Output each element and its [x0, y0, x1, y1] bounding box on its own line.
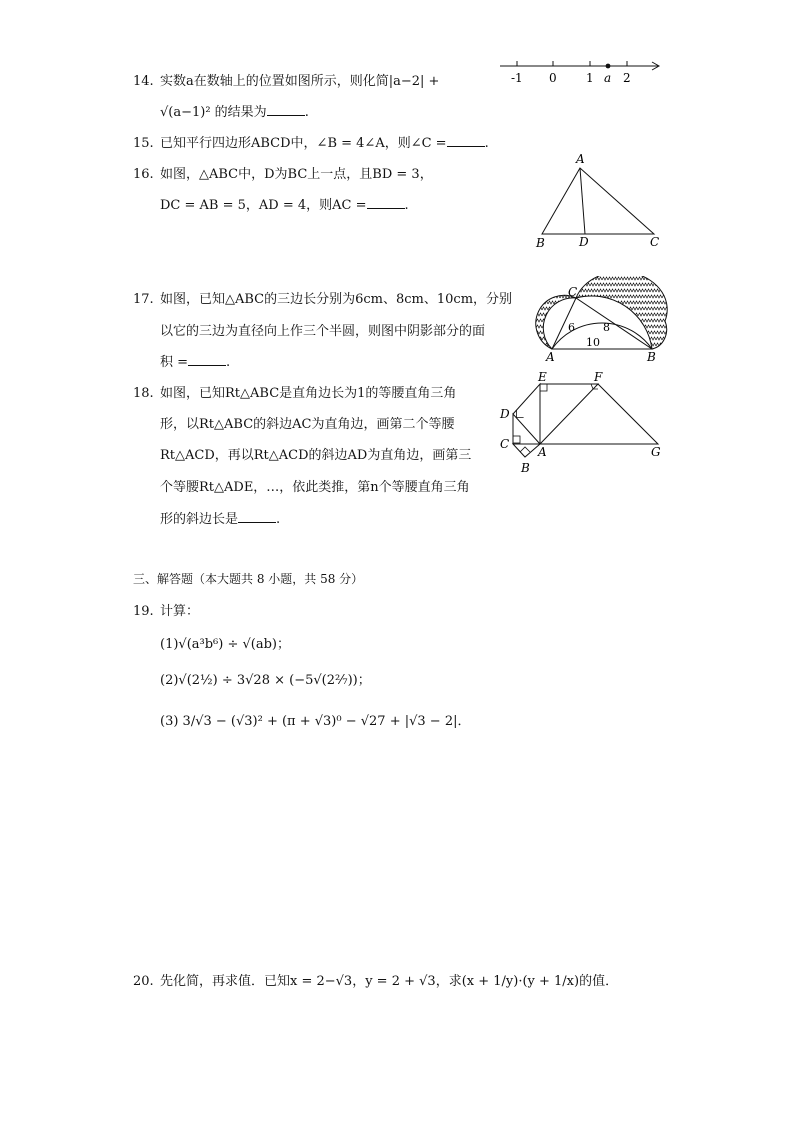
question-19-part1: (1)√(a³b⁶) ÷ √(ab)；: [160, 637, 290, 652]
question-18: 18. 如图，已知Rt△ABC是直角边长为1的等腰直角三角: [133, 386, 457, 401]
svg-text:A: A: [546, 350, 555, 364]
question-number: 20.: [133, 974, 154, 989]
question-text: 实数a在数轴上的位置如图所示，则化简|a−2| +: [160, 74, 440, 89]
svg-text:E: E: [538, 370, 547, 384]
svg-text:F: F: [594, 370, 603, 384]
question-number: 18.: [133, 386, 154, 401]
answer-blank[interactable]: [188, 354, 226, 366]
question-17: 17. 如图，已知△ABC的三边长分别为6cm、8cm、10cm，分别: [133, 292, 513, 307]
tick-label: -1: [511, 71, 523, 85]
question-19-part3: (3) 3/√3 − (√3)² + (π + √3)⁰ − √27 + |√3 − 2|．: [160, 714, 471, 729]
question-14-line2: √(a−1)² 的结果为 .: [160, 105, 309, 120]
tick-label: 1: [586, 71, 594, 85]
tick-label: 0: [549, 71, 557, 85]
svg-text:A: A: [576, 152, 585, 166]
question-18-line4: 个等腰Rt△ADE，…，依此类推，第n个等腰直角三角: [160, 480, 470, 495]
svg-text:D: D: [579, 235, 589, 249]
question-18-line2: 形，以Rt△ABC的斜边AC为直角边，画第二个等腰: [160, 417, 455, 432]
question-19: 19. 计算：: [133, 604, 200, 619]
isosceles-right-triangles-figure: [495, 368, 667, 478]
svg-text:B: B: [521, 461, 530, 475]
question-number: 14.: [133, 74, 154, 89]
question-18-line3: Rt△ACD，再以Rt△ACD的斜边AD为直角边，画第三: [160, 448, 472, 463]
tick-label: a: [604, 71, 612, 85]
answer-blank[interactable]: [267, 104, 305, 116]
question-14: [133, 70, 439, 89]
tick-label: 2: [623, 71, 631, 85]
svg-text:B: B: [647, 350, 656, 364]
svg-text:6: 6: [568, 321, 575, 334]
question-16: 16. 如图，△ABC中，D为BC上一点，且BD = 3，: [133, 167, 433, 182]
svg-text:8: 8: [603, 321, 610, 334]
section-heading: 三、解答题（本大题共 8 小题，共 58 分）: [133, 572, 364, 586]
svg-text:D: D: [500, 407, 510, 421]
number-line-figure: [495, 56, 667, 90]
question-number: 16.: [133, 167, 154, 182]
answer-blank[interactable]: [447, 135, 485, 147]
question-18-line5: 形的斜边长是 .: [160, 512, 281, 527]
question-number: 17.: [133, 292, 154, 307]
question-19-part2: (2)√(2½) ÷ 3√28 × (−5√(2²⁄₇))；: [160, 673, 371, 688]
svg-text:C: C: [500, 437, 510, 451]
answer-blank[interactable]: [238, 511, 276, 523]
question-15: 15. 已知平行四边形ABCD中，∠B = 4∠A，则∠C = .: [133, 136, 489, 151]
question-16-line2: DC = AB = 5，AD = 4，则AC = .: [160, 198, 409, 213]
svg-text:A: A: [538, 445, 547, 459]
question-number: 19.: [133, 604, 154, 619]
question-20: 20. 先化简，再求值．已知x = 2−√3，y = 2 + √3，求(x + 1/y)·(y + 1/x)的值．: [133, 974, 619, 989]
svg-text:G: G: [651, 445, 661, 459]
svg-text:C: C: [650, 235, 660, 249]
svg-text:B: B: [536, 236, 545, 250]
svg-text:C: C: [568, 285, 578, 299]
question-17-line2: 以它的三边为直径向上作三个半圆，则图中阴影部分的面: [160, 324, 486, 339]
svg-text:10: 10: [586, 336, 600, 349]
question-number: 15.: [133, 136, 154, 151]
answer-blank[interactable]: [367, 197, 405, 209]
question-17-line3: 积 = .: [160, 355, 231, 370]
triangle-abc-figure: [530, 150, 670, 250]
semicircles-figure: [530, 276, 670, 366]
